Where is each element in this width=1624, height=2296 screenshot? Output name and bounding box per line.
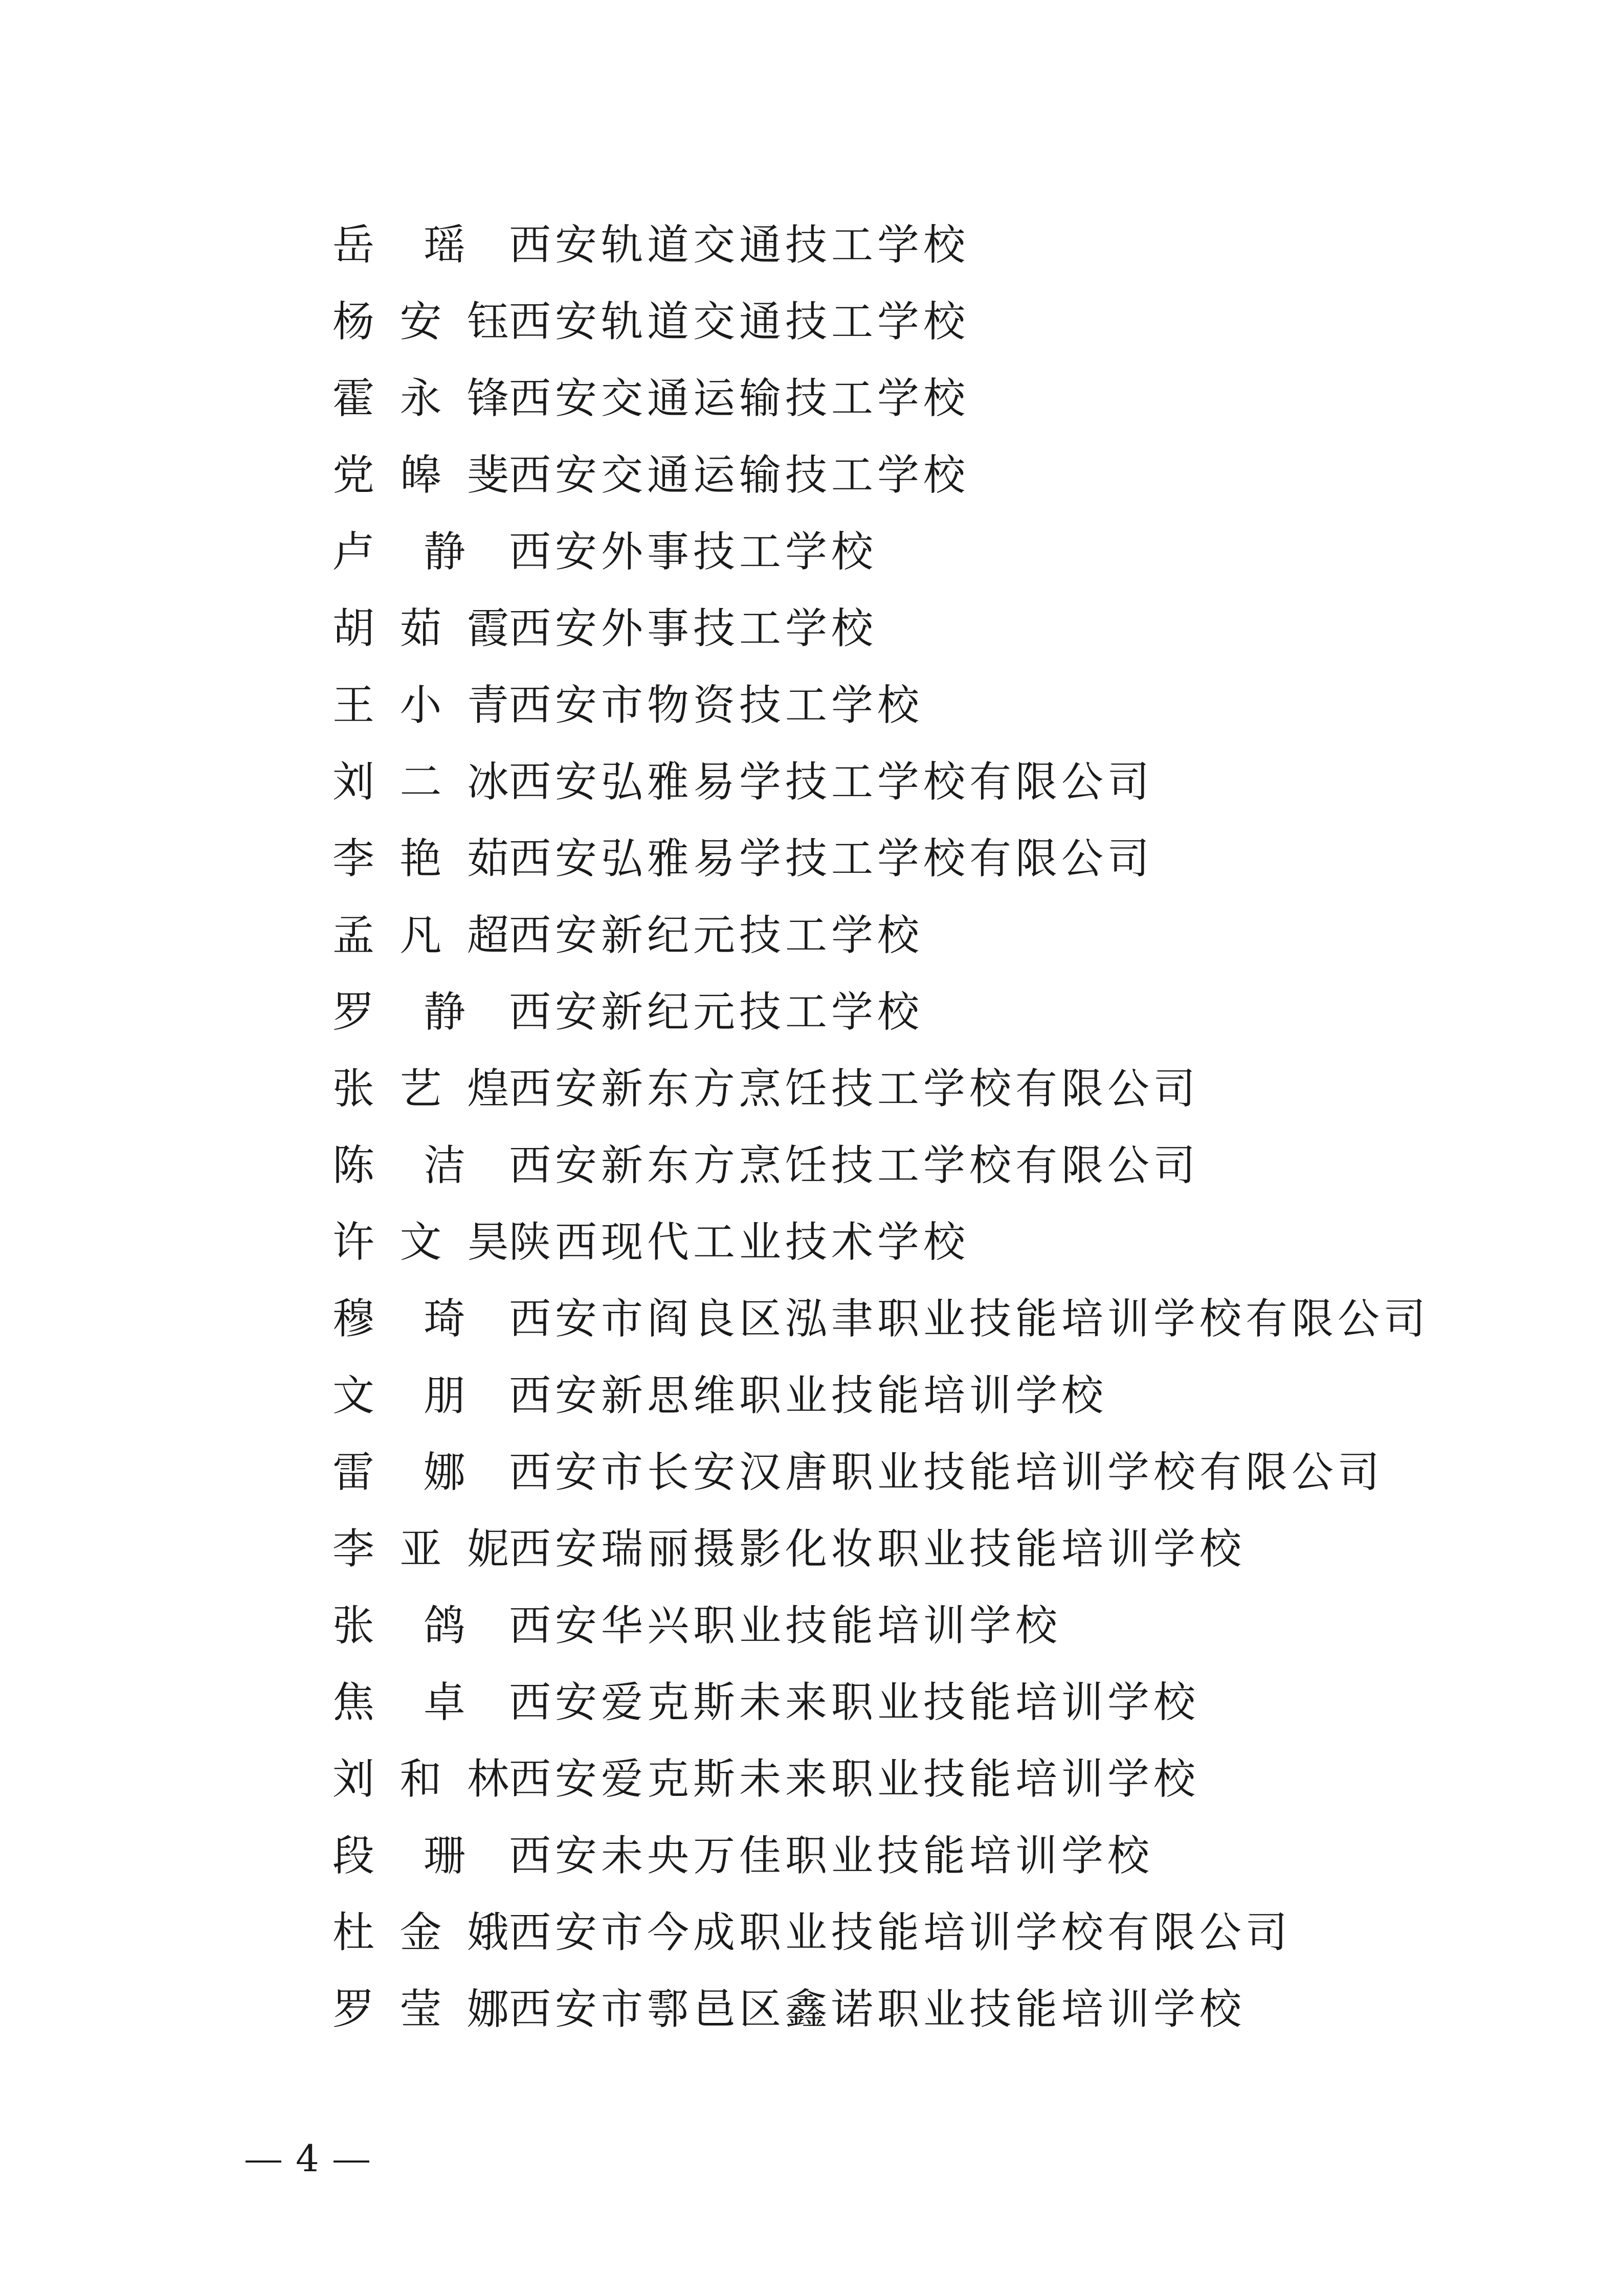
- organization-name: 西安外事技工学校: [509, 604, 878, 653]
- footer-dash-right: [333, 2160, 369, 2163]
- person-name: 刘二冰: [332, 758, 509, 806]
- list-item: [332, 1204, 1483, 1281]
- person-name: 焦卓: [332, 1678, 465, 1727]
- list-item: [332, 437, 1483, 514]
- organization-name: 西安市阎良区泓聿职业技能培训学校有限公司: [509, 1295, 1430, 1343]
- list-item: [332, 1588, 1483, 1664]
- person-name: 岳瑶: [332, 221, 465, 269]
- organization-name: 西安新东方烹饪技工学校有限公司: [509, 1141, 1200, 1190]
- list-item: [332, 1358, 1483, 1434]
- person-name: 霍永锋: [332, 374, 509, 423]
- organization-name: 西安新纪元技工学校: [509, 911, 924, 960]
- list-item: [332, 361, 1483, 437]
- person-name: 李艳茹: [332, 835, 509, 883]
- person-name: 李亚妮: [332, 1525, 509, 1573]
- person-name: 罗静: [332, 988, 465, 1037]
- organization-name: 陕西现代工业技术学校: [509, 1218, 970, 1267]
- list-item: [332, 1128, 1483, 1204]
- organization-name: 西安市今成职业技能培训学校有限公司: [509, 1908, 1292, 1957]
- organization-name: 西安外事技工学校: [509, 528, 878, 576]
- list-item: [332, 1051, 1483, 1128]
- list-item: [332, 284, 1483, 361]
- footer-dash-left: [246, 2160, 281, 2163]
- organization-name: 西安新东方烹饪技工学校有限公司: [509, 1065, 1200, 1113]
- person-name: 卢静: [332, 528, 465, 576]
- person-name: 罗莹娜: [332, 1985, 509, 2034]
- person-name: 王小青: [332, 681, 509, 730]
- person-name: 孟凡超: [332, 911, 509, 960]
- organization-name: 西安市物资技工学校: [509, 681, 924, 730]
- person-name: 段珊: [332, 1832, 465, 1880]
- organization-name: 西安轨道交通技工学校: [509, 221, 970, 269]
- list-item: [332, 514, 1483, 591]
- list-item: [332, 1971, 1483, 2048]
- organization-name: 西安弘雅易学技工学校有限公司: [509, 835, 1154, 883]
- person-name: 刘和林: [332, 1755, 509, 1804]
- list-item: [332, 1434, 1483, 1511]
- list-item: [332, 207, 1483, 284]
- list-item: [332, 1664, 1483, 1741]
- person-name: 文朋: [332, 1371, 465, 1420]
- organization-name: 西安交通运输技工学校: [509, 451, 970, 500]
- person-name: 杨安钰: [332, 298, 509, 346]
- list-item: [332, 897, 1483, 974]
- organization-name: 西安华兴职业技能培训学校: [509, 1602, 1062, 1650]
- list-item: [332, 591, 1483, 667]
- organization-name: 西安爱克斯未来职业技能培训学校: [509, 1678, 1200, 1727]
- organization-name: 西安未央万佳职业技能培训学校: [509, 1832, 1154, 1880]
- person-name: 雷娜: [332, 1448, 465, 1497]
- organization-name: 西安市长安汉唐职业技能培训学校有限公司: [509, 1448, 1384, 1497]
- person-name: 穆琦: [332, 1295, 465, 1343]
- list-item: [332, 1281, 1483, 1358]
- organization-name: 西安新思维职业技能培训学校: [509, 1371, 1108, 1420]
- list-item: [332, 974, 1483, 1051]
- list-item: [332, 821, 1483, 897]
- list-item: [332, 667, 1483, 744]
- organization-name: 西安弘雅易学技工学校有限公司: [509, 758, 1154, 806]
- organization-name: 西安交通运输技工学校: [509, 374, 970, 423]
- name-list: [332, 207, 1483, 2048]
- organization-name: 西安爱克斯未来职业技能培训学校: [509, 1755, 1200, 1804]
- person-name: 党皞斐: [332, 451, 509, 500]
- organization-name: 西安新纪元技工学校: [509, 988, 924, 1037]
- organization-name: 西安瑞丽摄影化妆职业技能培训学校: [509, 1525, 1246, 1573]
- list-item: [332, 1895, 1483, 1971]
- person-name: 杜金娥: [332, 1908, 509, 1957]
- person-name: 张鸽: [332, 1602, 465, 1650]
- organization-name: 西安市鄠邑区鑫诺职业技能培训学校: [509, 1985, 1246, 2034]
- page-footer: [246, 2137, 369, 2180]
- person-name: 胡茹霞: [332, 604, 509, 653]
- person-name: 张艺煌: [332, 1065, 509, 1113]
- person-name: 陈洁: [332, 1141, 465, 1190]
- page-number: 4: [296, 2137, 319, 2180]
- list-item: [332, 1741, 1483, 1818]
- list-item: [332, 1511, 1483, 1588]
- list-item: [332, 744, 1483, 821]
- person-name: 许文昊: [332, 1218, 509, 1267]
- organization-name: 西安轨道交通技工学校: [509, 298, 970, 346]
- list-item: [332, 1818, 1483, 1895]
